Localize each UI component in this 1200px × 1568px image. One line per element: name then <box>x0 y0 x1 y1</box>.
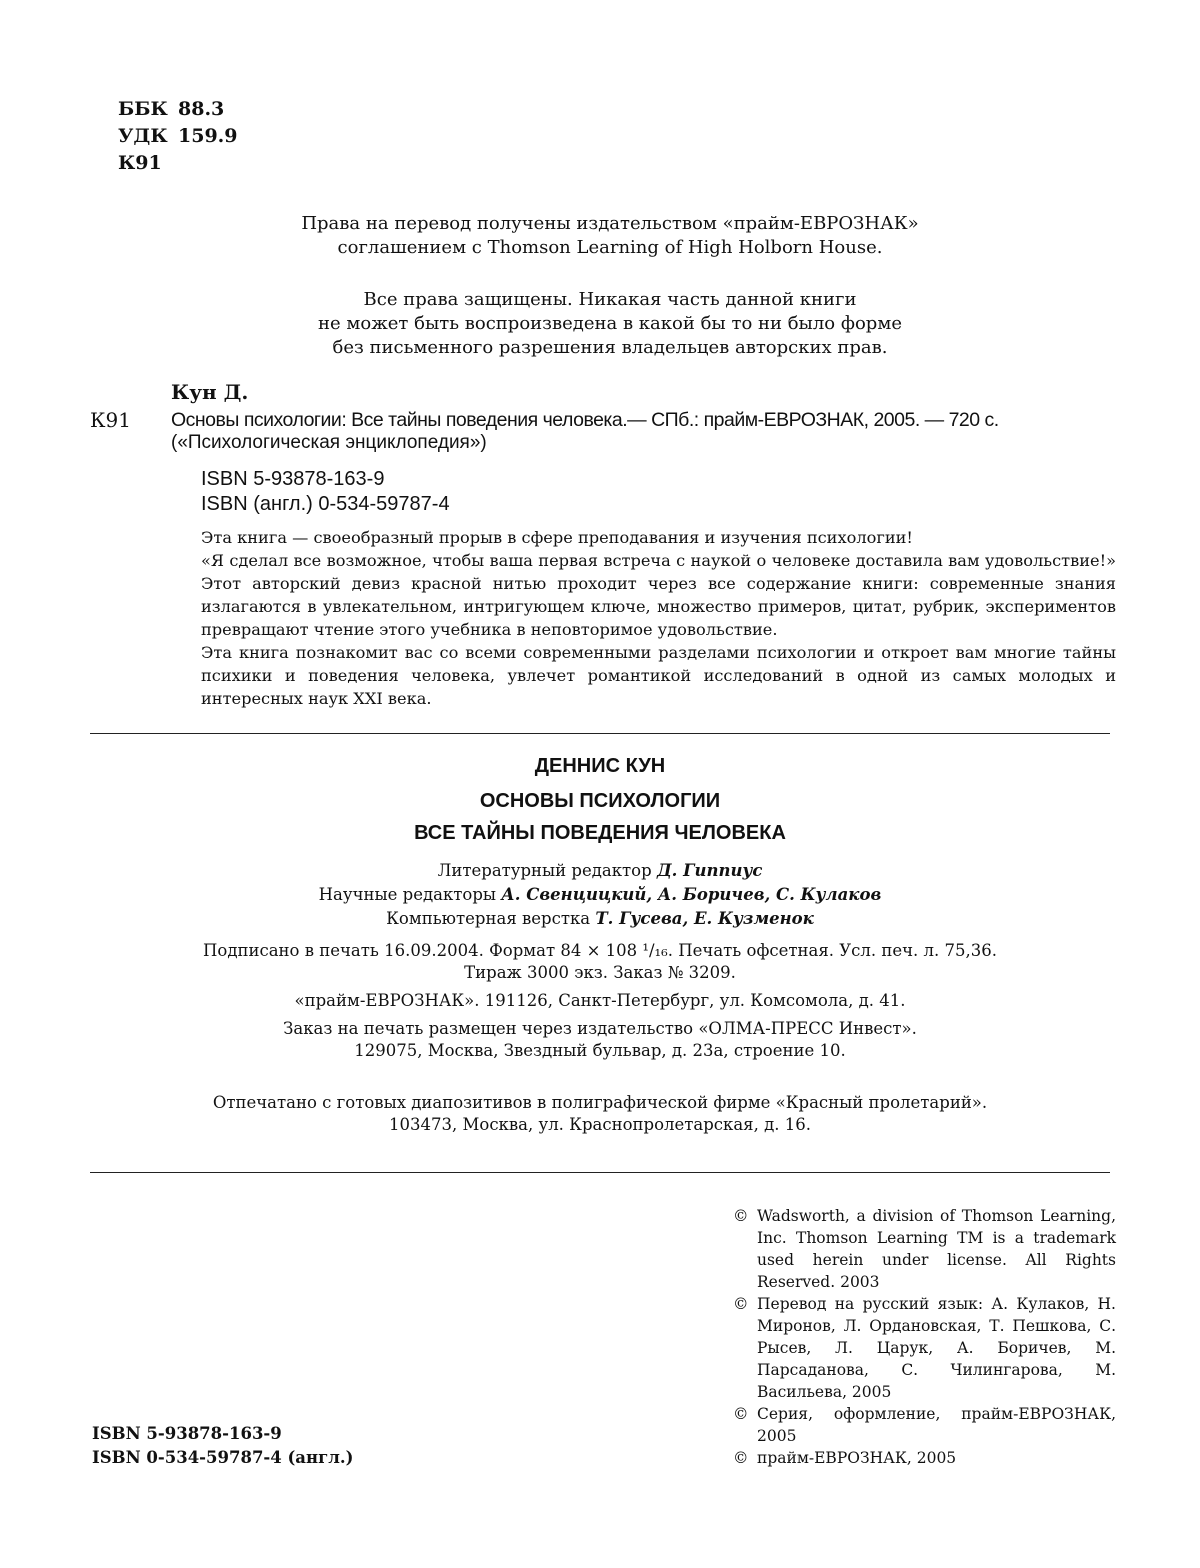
bbk-line: ББК 88.3 <box>118 96 238 123</box>
scientific-editors: Научные редакторы А. Свенцицкий, А. Боричев, С. Кулаков <box>90 884 1110 906</box>
publisher-address: «прайм-ЕВРОЗНАК». 191126, Санкт-Петербург, ул. Комсомола, д. 41. <box>90 990 1110 1012</box>
bib-series: («Психологическая энциклопедия») <box>171 432 487 454</box>
author-code-line: К91 <box>118 150 238 177</box>
bib-entry: Основы психологии: Все тайны поведения человека.— СПб.: прайм-ЕВРОЗНАК, 2005. — 720 с. <box>171 408 1121 432</box>
copyright-icon: © <box>733 1403 757 1447</box>
divider-bottom <box>90 1172 1110 1173</box>
translation-rights: Права на перевод получены издательством «прайм-ЕВРОЗНАК» соглашением с Thomson Learning of High Holborn House. <box>180 212 1040 260</box>
bib-author: Кун Д. <box>171 380 248 404</box>
copyright-icon: © <box>733 1293 757 1403</box>
copyright-item: © Wadsworth, a division of Thomson Learning, Inc. Thomson Learning TM is a trademark used herein under license. All Rights Reserved. 2003 <box>733 1205 1116 1293</box>
print-signed: Подписано в печать 16.09.2004. Формат 84 × 108 ¹/₁₆. Печать офсетная. Усл. печ. л. 75,36. <box>90 940 1110 962</box>
copyright-item: © Перевод на русский язык: А. Кулаков, Н. Миронов, Л. Ордановская, Т. Пешкова, С. Рысев, Л. Царук, А. Боричев, М. Парсаданова, С. Чилингарова, М. Васильева, 2005 <box>733 1293 1116 1403</box>
copyright-icon: © <box>733 1205 757 1293</box>
annotation-paragraph: «Я сделал все возможное, чтобы ваша первая встреча с наукой о человеке доставила вам удовольствие!» Этот авторский девиз красной нитью проходит через все содержание книги: современные знания излагаются в увлекательном, интригующем ключе, множество примеров, цитат, рубрик, экспериментов превращают чтение этого учебника в неповторимое удовольствие. <box>201 549 1116 641</box>
bib-code: К91 <box>90 408 131 432</box>
annotation-paragraph: Эта книга — своеобразный прорыв в сфере преподавания и изучения психологии! <box>201 526 1116 549</box>
udk-line: УДК 159.9 <box>118 123 238 150</box>
copyright-item: © прайм-ЕВРОЗНАК, 2005 <box>733 1447 1116 1469</box>
order-address: 129075, Москва, Звездный бульвар, д. 23а, строение 10. <box>90 1040 1110 1062</box>
annotation-paragraph: Эта книга познакомит вас со всеми современными разделами психологии и откроет вам многие тайны психики и поведения человека, увлечет романтикой исследований в одной из самых молодых и интересных наук XXI века. <box>201 641 1116 710</box>
copyright-block <box>733 1205 1116 1469</box>
layout-designers: Компьютерная верстка Т. Гусева, Е. Кузменок <box>90 908 1110 930</box>
order-info: Заказ на печать размещен через издательство «ОЛМА-ПРЕСС Инвест». <box>90 1018 1110 1040</box>
copyright-icon: © <box>733 1447 757 1469</box>
all-rights-reserved: Все права защищены. Никакая часть данной книги не может быть воспроизведена в какой бы то ни было форме без письменного разрешения владельцев авторских прав. <box>200 288 1020 360</box>
copyright-item: © Серия, оформление, прайм-ЕВРОЗНАК, 2005 <box>733 1403 1116 1447</box>
printer-info: Отпечатано с готовых диапозитивов в полиграфической фирме «Красный пролетарий». <box>90 1092 1110 1114</box>
printer-address: 103473, Москва, ул. Краснопролетарская, д. 16. <box>90 1114 1110 1136</box>
literary-editor: Литературный редактор Д. Гиппиус <box>90 860 1110 882</box>
print-run: Тираж 3000 экз. Заказ № 3209. <box>90 962 1110 984</box>
imprint-author: ДЕННИС КУН <box>90 755 1110 778</box>
imprint-title: ОСНОВЫ ПСИХОЛОГИИ <box>90 790 1110 813</box>
isbn-block: ISBN 5-93878-163-9 ISBN 0-534-59787-4 (англ.) <box>92 1422 353 1470</box>
imprint <box>90 0 1110 1160</box>
imprint-subtitle: ВСЕ ТАЙНЫ ПОВЕДЕНИЯ ЧЕЛОВЕКА <box>90 822 1110 845</box>
bib-isbn: ISBN 5-93878-163-9 ISBN (англ.) 0-534-59787-4 <box>201 467 450 517</box>
